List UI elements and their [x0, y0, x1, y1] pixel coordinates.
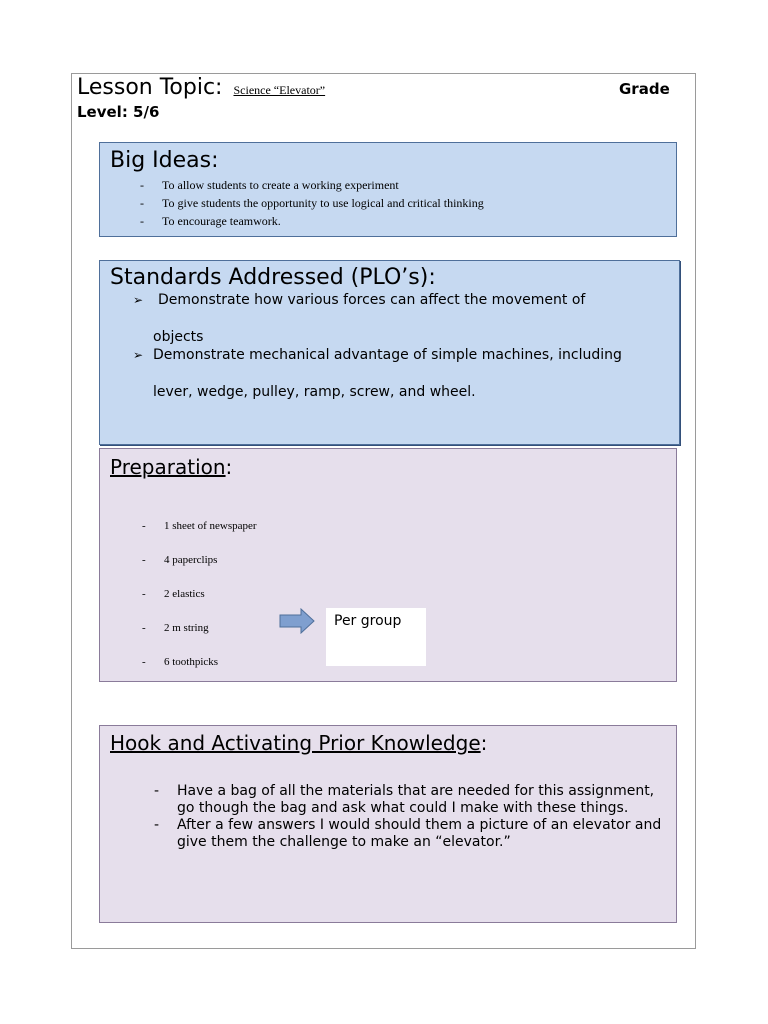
standards-section [99, 260, 680, 445]
hook-item: - Have a bag of all the materials that are needed for this assignment, go though the bag and ask what could I make with these things. [154, 783, 674, 817]
lesson-topic [77, 74, 325, 104]
standard-item-line: lever, wedge, pulley, ramp, screw, and wheel. [153, 384, 476, 400]
big-ideas-title: Big Ideas: [110, 148, 219, 173]
standard-item-line: Demonstrate how various forces can affect the movement of [158, 292, 586, 308]
material-item: - 1 sheet of newspaper [142, 517, 257, 551]
arrow-bullet-icon: ➢ [133, 348, 144, 362]
material-item: - 6 toothpicks [142, 653, 257, 687]
grade-label: Grade [619, 80, 670, 98]
lesson-topic-label: Lesson Topic: [77, 75, 223, 100]
hook-title [110, 729, 487, 757]
preparation-title-text: Preparation [110, 455, 226, 479]
big-idea-item: - To encourage teamwork. [140, 212, 484, 230]
big-idea-item: - To allow students to create a working experiment [140, 176, 484, 194]
preparation-title-colon: : [225, 455, 233, 479]
hook-list [154, 783, 674, 851]
hook-section [99, 725, 677, 923]
lesson-topic-value: Science “Elevator” [233, 83, 326, 97]
arrow-bullet-icon: ➢ [133, 293, 144, 307]
material-item: - 2 elastics [142, 585, 257, 619]
right-block-arrow-icon [279, 608, 315, 634]
level-label: Level: 5/6 [77, 103, 160, 121]
material-item: - 4 paperclips [142, 551, 257, 585]
preparation-title [110, 453, 232, 481]
hook-title-text: Hook and Activating Prior Knowledge [110, 731, 481, 755]
standard-item-line: objects [153, 329, 204, 345]
big-idea-item: - To give students the opportunity to use logical and critical thinking [140, 194, 484, 212]
big-ideas-list [140, 176, 484, 230]
hook-title-colon: : [480, 731, 488, 755]
materials-list [142, 517, 257, 687]
material-item: - 2 m string [142, 619, 257, 653]
standards-title: Standards Addressed (PLO’s): [110, 265, 436, 290]
big-ideas-section [99, 142, 677, 237]
hook-item: - After a few answers I would should them a picture of an elevator and give them the challenge to make an “elevator.” [154, 817, 674, 851]
standard-item-line: Demonstrate mechanical advantage of simple machines, including [153, 347, 622, 363]
per-group-callout: Per group [326, 608, 426, 666]
